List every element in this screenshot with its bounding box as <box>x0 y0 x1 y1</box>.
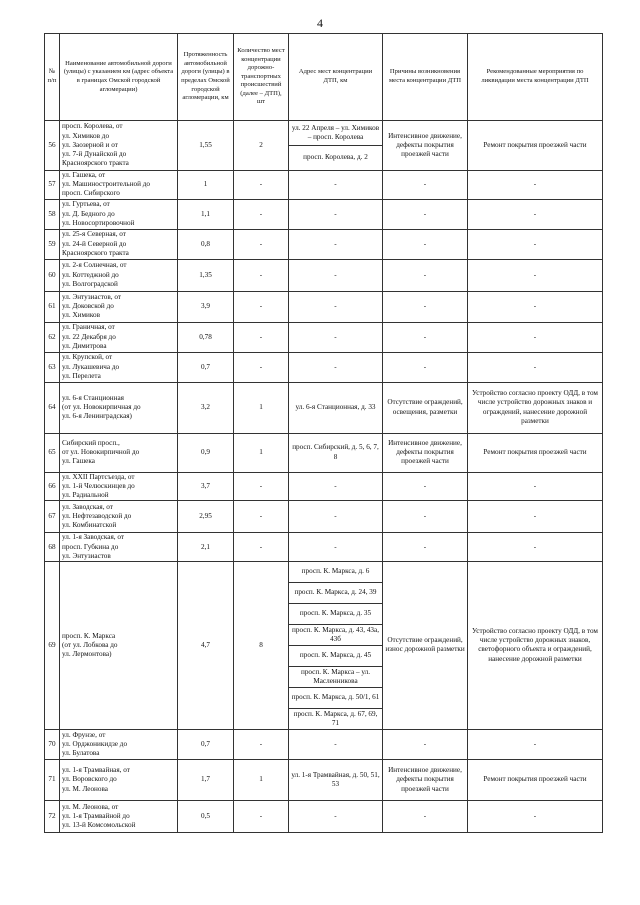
road-name-line: ул. Перелета <box>62 371 101 380</box>
accident-causes: - <box>383 472 468 501</box>
road-name-line: ул. 13-й Комсомольской <box>62 821 136 830</box>
road-length: 3,9 <box>178 291 234 322</box>
road-name-line: ул. 1-я Трамвайной до <box>62 811 130 820</box>
accident-spot-count: - <box>234 259 289 291</box>
accident-address: - <box>289 472 383 501</box>
accident-address: - <box>289 800 383 832</box>
recommended-measures: Ремонт покрытия проезжей части <box>468 433 603 472</box>
table-row <box>45 171 603 200</box>
table-body <box>45 121 603 833</box>
row-number: 67 <box>45 501 60 533</box>
road-length: 3,7 <box>178 472 234 501</box>
road-length: 1,1 <box>178 199 234 229</box>
recommended-measures: - <box>468 352 603 382</box>
accident-address: - <box>289 729 383 759</box>
accident-address: просп. К. Маркса, д. 67, 69, 71 <box>289 708 383 729</box>
row-number: 70 <box>45 729 60 759</box>
road-length: 0,7 <box>178 729 234 759</box>
row-number: 58 <box>45 199 60 229</box>
accident-address: просп. К. Маркса, д. 50/1, 61 <box>289 687 383 708</box>
table-row <box>45 800 603 832</box>
accident-causes: - <box>383 352 468 382</box>
row-number: 64 <box>45 382 60 433</box>
accident-address: - <box>289 199 383 229</box>
row-number: 59 <box>45 229 60 259</box>
accident-address: просп. К. Маркса, д. 35 <box>289 603 383 624</box>
road-name <box>60 382 178 433</box>
road-name-line: ул. 2-я Солнечная, от <box>62 261 127 270</box>
road-length: 1,55 <box>178 121 234 171</box>
road-name-line: ул. Крупской, от <box>62 353 113 362</box>
table-row <box>45 121 603 146</box>
accident-causes: Отсутствие ограждений, износ дорожной разметки <box>383 561 468 729</box>
road-length: 0,9 <box>178 433 234 472</box>
road-name-line: ул. 1-я Трамвайная, от <box>62 766 130 775</box>
road-name <box>60 322 178 352</box>
accident-spot-count: - <box>234 229 289 259</box>
row-number: 56 <box>45 121 60 171</box>
road-accident-table <box>44 33 603 833</box>
recommended-measures: - <box>468 800 603 832</box>
road-name-line: ул. 7-й Дунайской до <box>62 150 127 159</box>
recommended-measures: - <box>468 259 603 291</box>
road-name-line: просп. К. Маркса <box>62 631 116 640</box>
road-length: 0,78 <box>178 322 234 352</box>
recommended-measures: Ремонт покрытия проезжей части <box>468 121 603 171</box>
table-row <box>45 561 603 582</box>
accident-address: просп. К. Маркса – ул. Масленникова <box>289 666 383 687</box>
road-name <box>60 759 178 800</box>
row-number: 71 <box>45 759 60 800</box>
road-name-line: просп. Губкина до <box>62 542 119 551</box>
recommended-measures: Устройство согласно проекту ОДД, в том числе устройство дорожных знаков и ограждений, нанесение дорожной разметки <box>468 382 603 433</box>
road-length: 0,5 <box>178 800 234 832</box>
road-name-line: ул. Энтузиастов <box>62 551 111 560</box>
accident-causes: - <box>383 533 468 562</box>
road-name-line: ул. Новосортировочной <box>62 218 135 227</box>
accident-spot-count: - <box>234 472 289 501</box>
accident-address: ул. 22 Апреля – ул. Химиков – просп. Королева <box>289 121 383 146</box>
road-name <box>60 561 178 729</box>
road-name-line: ул. М. Леонова <box>62 784 108 793</box>
road-name-line: ул. Фрунзе, от <box>62 730 106 739</box>
road-name-line: ул. Волгоградской <box>62 279 118 288</box>
road-name <box>60 199 178 229</box>
table-header-row <box>45 34 603 121</box>
road-name-line: Красноярского тракта <box>62 248 129 257</box>
header-causes: Причины возникновения места концентрации ДТП <box>383 34 468 121</box>
accident-causes: - <box>383 199 468 229</box>
accident-address: - <box>289 229 383 259</box>
page-number: 4 <box>317 16 323 30</box>
road-name <box>60 121 178 171</box>
road-length: 1 <box>178 171 234 200</box>
accident-causes: - <box>383 259 468 291</box>
road-length: 0,8 <box>178 229 234 259</box>
road-name-line: ул. Лукашевича до <box>62 362 120 371</box>
accident-address: - <box>289 501 383 533</box>
road-name <box>60 171 178 200</box>
road-name <box>60 800 178 832</box>
accident-address: - <box>289 259 383 291</box>
table-row <box>45 533 603 562</box>
road-name-line: (от ул. Лобкова до <box>62 640 118 649</box>
accident-address: просп. Королева, д. 2 <box>289 146 383 171</box>
accident-spot-count: 2 <box>234 121 289 171</box>
header-length: Протяженность автомобильной дороги (улицы) в пределах Омской городской агломерации, км <box>178 34 234 121</box>
road-name-line: ул. Доковской до <box>62 302 114 311</box>
road-name-line: ул. Машиностроительной до <box>62 180 151 189</box>
accident-causes: - <box>383 229 468 259</box>
table-row <box>45 759 603 800</box>
road-name-line: ул. Радиальной <box>62 491 109 500</box>
road-name-line: Красноярского тракта <box>62 159 129 168</box>
road-name-line: ул. 25-я Северная, от <box>62 230 126 239</box>
road-name-line: ул. Димитрова <box>62 341 107 350</box>
accident-spot-count: - <box>234 800 289 832</box>
road-length: 3,2 <box>178 382 234 433</box>
accident-spot-count: 1 <box>234 759 289 800</box>
road-name-line: ул. Коттеджной до <box>62 270 119 279</box>
accident-spot-count: 1 <box>234 382 289 433</box>
road-name-line: ул. 6-я Ленинградская) <box>62 412 132 421</box>
road-name <box>60 352 178 382</box>
road-name-line: ул. Гуртьева, от <box>62 200 110 209</box>
road-name-line: ул. Энтузиастов, от <box>62 292 122 301</box>
road-name <box>60 533 178 562</box>
table-row <box>45 382 603 433</box>
road-name-line: ул. Гашека <box>62 457 95 466</box>
recommended-measures: - <box>468 199 603 229</box>
accident-address: - <box>289 533 383 562</box>
recommended-measures: - <box>468 729 603 759</box>
header-road: Наименование автомобильной дороги (улицы) с указанием км (адрес объекта в границах Омской городской агломерации) <box>60 34 178 121</box>
road-name-line: просп. Королева, от <box>62 122 123 131</box>
road-name <box>60 229 178 259</box>
road-name-line: ул. 1-й Челюскинцев до <box>62 481 135 490</box>
accident-spot-count: - <box>234 352 289 382</box>
row-number: 66 <box>45 472 60 501</box>
road-name-line: просп. Сибирского <box>62 189 120 198</box>
recommended-measures: - <box>468 322 603 352</box>
row-number: 63 <box>45 352 60 382</box>
road-name-line: (от ул. Новокирпичная до <box>62 403 141 412</box>
row-number: 69 <box>45 561 60 729</box>
road-name-line: Сибирский просп., <box>62 438 120 447</box>
road-length: 2,1 <box>178 533 234 562</box>
table-row <box>45 729 603 759</box>
accident-causes: Интенсивное движение, дефекты покрытия проезжей части <box>383 433 468 472</box>
accident-spot-count: - <box>234 322 289 352</box>
road-length: 1,7 <box>178 759 234 800</box>
road-name-line: ул. Орджоникидзе до <box>62 739 128 748</box>
table-row <box>45 472 603 501</box>
recommended-measures: - <box>468 291 603 322</box>
accident-address: просп. К. Маркса, д. 43, 43а, 43б <box>289 624 383 645</box>
road-name <box>60 259 178 291</box>
row-number: 57 <box>45 171 60 200</box>
accident-address: - <box>289 322 383 352</box>
row-number: 72 <box>45 800 60 832</box>
road-name-line: ул. 6-я Станционная <box>62 393 124 402</box>
road-name <box>60 291 178 322</box>
accident-causes: Интенсивное движение, дефекты покрытия проезжей части <box>383 121 468 171</box>
road-name <box>60 501 178 533</box>
accident-address: - <box>289 291 383 322</box>
row-number: 60 <box>45 259 60 291</box>
accident-address: ул. 1-я Трамвайная, д. 50, 51, 53 <box>289 759 383 800</box>
road-length: 2,95 <box>178 501 234 533</box>
accident-causes: - <box>383 291 468 322</box>
accident-address: - <box>289 171 383 200</box>
accident-spot-count: 8 <box>234 561 289 729</box>
row-number: 65 <box>45 433 60 472</box>
row-number: 61 <box>45 291 60 322</box>
road-name-line: ул. Химиков до <box>62 131 110 140</box>
road-name-line: ул. 22 Декабря до <box>62 332 116 341</box>
header-measures: Рекомендованные мероприятия по ликвидации места концентрации ДТП <box>468 34 603 121</box>
table-row <box>45 199 603 229</box>
table-row <box>45 291 603 322</box>
accident-address: просп. К. Маркса, д. 45 <box>289 645 383 666</box>
road-name-line: ул. Граничная, от <box>62 323 115 332</box>
accident-address: просп. Сибирский, д. 5, 6, 7, 8 <box>289 433 383 472</box>
table-row <box>45 259 603 291</box>
road-name-line: от ул. Новокирпичной до <box>62 448 140 457</box>
road-name <box>60 472 178 501</box>
recommended-measures: - <box>468 229 603 259</box>
road-name-line: ул. Заводская, от <box>62 502 113 511</box>
accident-causes: - <box>383 171 468 200</box>
recommended-measures: - <box>468 501 603 533</box>
accident-causes: - <box>383 322 468 352</box>
road-name-line: ул. Булатова <box>62 749 100 758</box>
road-length: 1,35 <box>178 259 234 291</box>
table-row <box>45 352 603 382</box>
road-name-line: ул. Воровского до <box>62 775 117 784</box>
road-name-line: ул. XXII Партсъезда, от <box>62 472 135 481</box>
road-name-line: ул. М. Леонова, от <box>62 802 119 811</box>
accident-causes: - <box>383 501 468 533</box>
header-count: Количество мест концентрации дорожно-транспортных происшествий (далее – ДТП), шт <box>234 34 289 121</box>
accident-causes: - <box>383 729 468 759</box>
accident-address: ул. 6-я Станционная, д. 33 <box>289 382 383 433</box>
table-row <box>45 501 603 533</box>
accident-causes: - <box>383 800 468 832</box>
row-number: 68 <box>45 533 60 562</box>
road-name-line: ул. 24-й Северной до <box>62 239 127 248</box>
row-number: 62 <box>45 322 60 352</box>
accident-spot-count: - <box>234 533 289 562</box>
road-length: 0,7 <box>178 352 234 382</box>
accident-spot-count: - <box>234 291 289 322</box>
accident-spot-count: 1 <box>234 433 289 472</box>
accident-causes: Интенсивное движение, дефекты покрытия проезжей части <box>383 759 468 800</box>
accident-address: - <box>289 352 383 382</box>
table-row <box>45 229 603 259</box>
accident-address: просп. К. Маркса, д. 6 <box>289 561 383 582</box>
road-name-line: ул. Комбинатской <box>62 521 117 530</box>
road-name-line: ул. Нефтезаводской до <box>62 512 132 521</box>
road-name <box>60 729 178 759</box>
road-name-line: ул. Д. Бедного до <box>62 209 115 218</box>
road-name-line: ул. Химиков <box>62 311 101 320</box>
accident-causes: Отсутствие ограждений, освещения, разметки <box>383 382 468 433</box>
recommended-measures: Ремонт покрытия проезжей части <box>468 759 603 800</box>
road-name-line: ул. Лермонтова) <box>62 650 112 659</box>
accident-address: просп. К. Маркса, д. 24, 39 <box>289 582 383 603</box>
recommended-measures: Устройство согласно проекту ОДД, в том числе устройство дорожных знаков, светофорного объекта и ограждений, нанесение дорожной разметки <box>468 561 603 729</box>
header-num: № п/п <box>45 34 60 121</box>
road-name-line: ул. Гашека, от <box>62 171 106 179</box>
recommended-measures: - <box>468 171 603 200</box>
accident-spot-count: - <box>234 199 289 229</box>
accident-spot-count: - <box>234 729 289 759</box>
recommended-measures: - <box>468 472 603 501</box>
recommended-measures: - <box>468 533 603 562</box>
road-name-line: ул. 1-я Заводская, от <box>62 533 125 542</box>
road-name <box>60 433 178 472</box>
road-name-line: ул. Заозерной и от <box>62 140 118 149</box>
header-address: Адрес мест концентрации ДТП, км <box>289 34 383 121</box>
accident-spot-count: - <box>234 501 289 533</box>
table-row <box>45 433 603 472</box>
road-length: 4,7 <box>178 561 234 729</box>
accident-spot-count: - <box>234 171 289 200</box>
table-row <box>45 322 603 352</box>
